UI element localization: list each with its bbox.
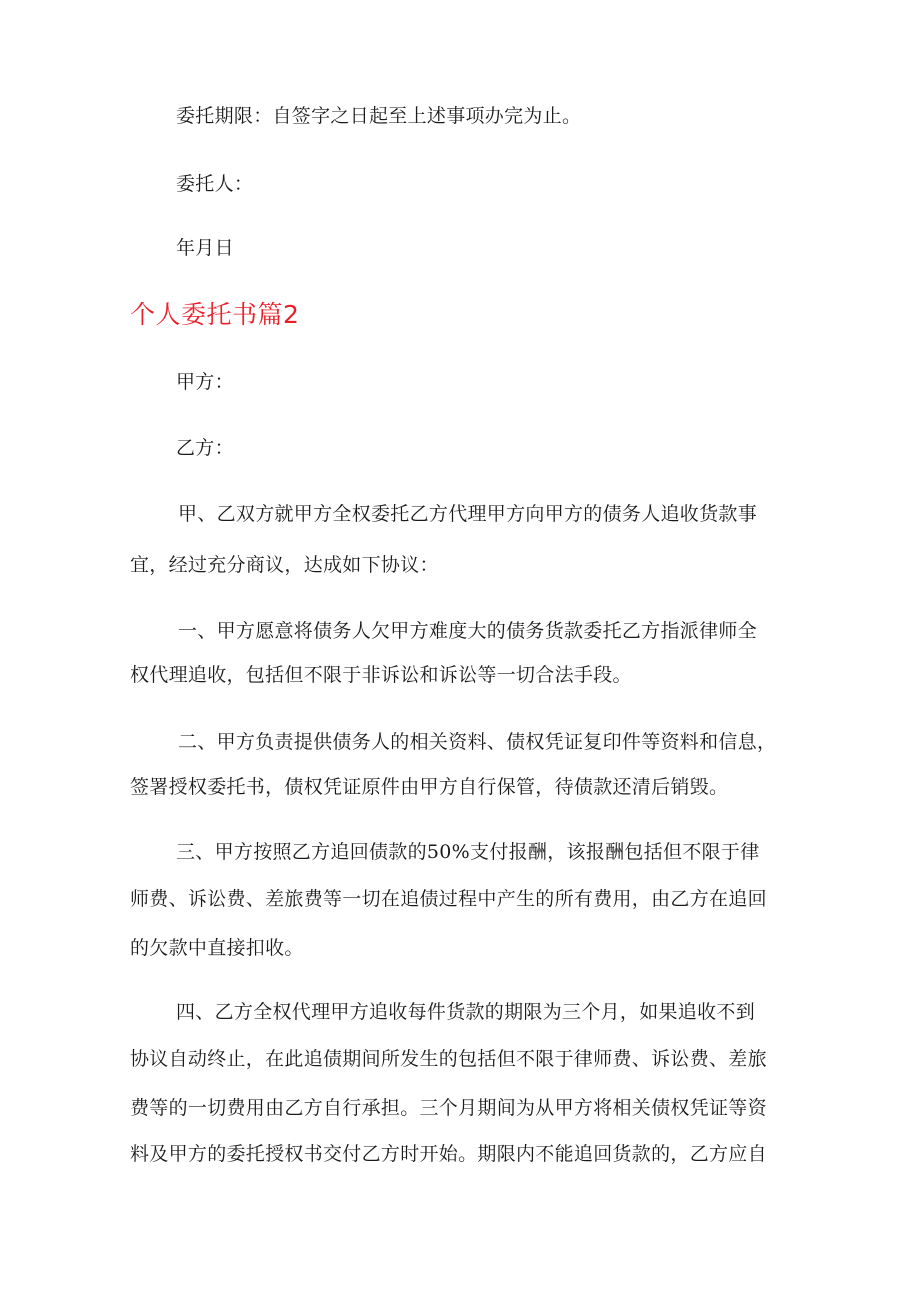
principal-line: 委托人： (176, 173, 254, 195)
paragraph-line: 一、甲方愿意将债务人欠甲方难度大的债务货款委托乙方指派律师全 (178, 620, 758, 642)
paragraph-line: 三、甲方按照乙方追回债款的50%支付报酬，该报酬包括但不限于律 (176, 841, 760, 863)
date-line: 年月日 (176, 237, 234, 259)
paragraph-line: 宜，经过充分商议，达成如下协议： (130, 554, 439, 576)
party-a-line: 甲方： (176, 371, 234, 393)
paragraph-line: 费等的一切费用由乙方自行承担。三个月期间为从甲方将相关债权凭证等资 (130, 1097, 767, 1119)
paragraph-line: 的欠款中直接扣收。 (130, 937, 304, 959)
paragraph-line: 签署授权委托书，债权凭证原件由甲方自行保管，待债款还清后销毁。 (130, 776, 729, 798)
term-line: 委托期限：自签字之日起至上述事项办完为止。 (176, 105, 582, 127)
paragraph-line: 料及甲方的委托授权书交付乙方时开始。期限内不能追回货款的，乙方应自 (130, 1143, 767, 1165)
paragraph-line: 甲、乙双方就甲方全权委托乙方代理甲方向甲方的债务人追收货款事 (178, 503, 758, 525)
paragraph-line: 师费、诉讼费、差旅费等一切在追债过程中产生的所有费用，由乙方在追回 (130, 888, 767, 910)
paragraph-line: 二、甲方负责提供债务人的相关资料、债权凭证复印件等资料和信息， (178, 731, 777, 753)
paragraph-line: 权代理追收，包括但不限于非诉讼和诉讼等一切合法手段。 (130, 664, 632, 686)
paragraph-line: 协议自动终止，在此追债期间所发生的包括但不限于律师费、诉讼费、差旅 (130, 1048, 767, 1070)
section-heading: 个人委托书篇2 (130, 300, 300, 329)
paragraph-line: 四、乙方全权代理甲方追收每件货款的期限为三个月，如果追收不到 (176, 1001, 756, 1023)
party-b-line: 乙方： (176, 437, 234, 459)
